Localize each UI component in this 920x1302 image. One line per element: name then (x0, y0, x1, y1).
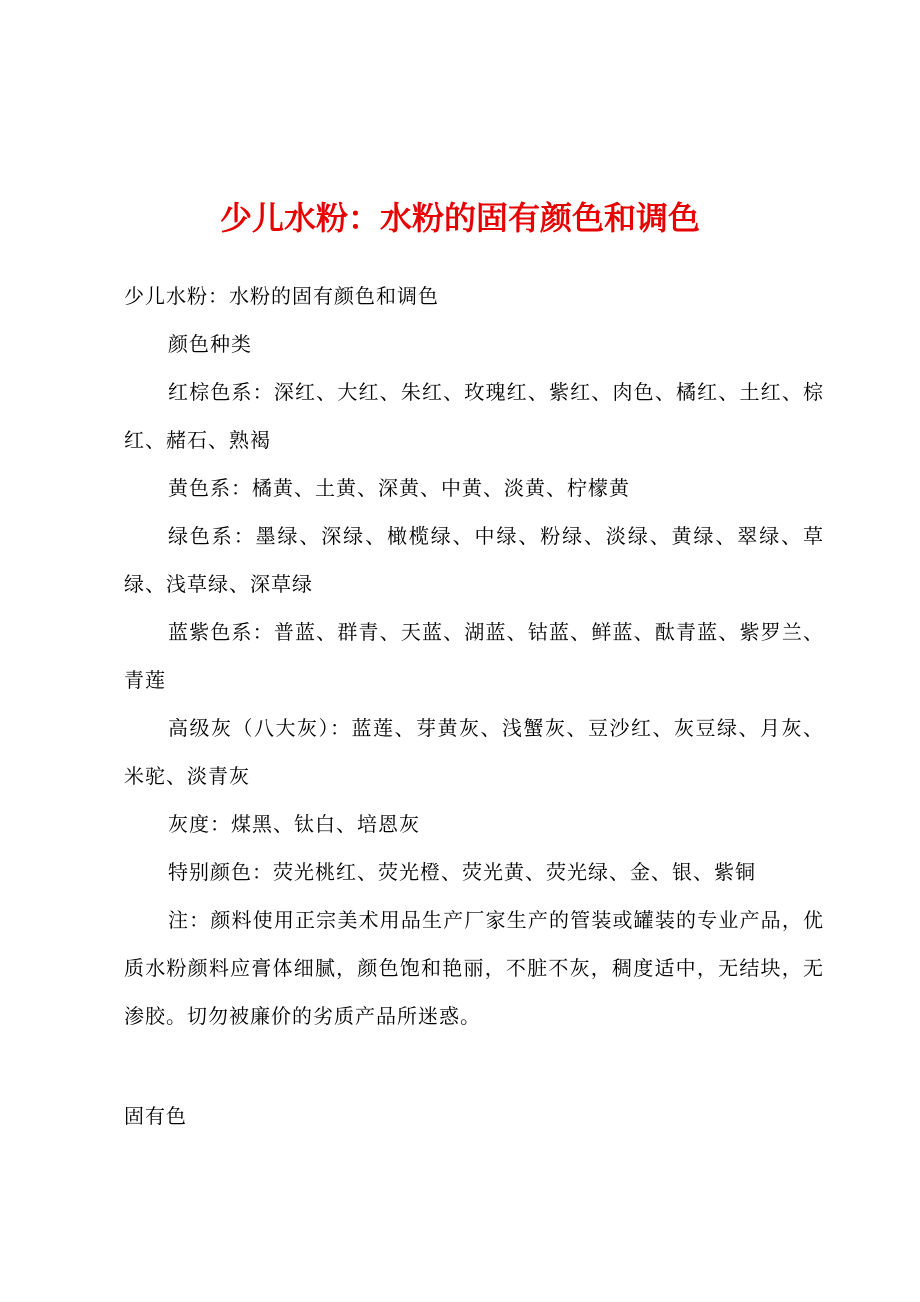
paragraph-grayscale: 灰度：煤黑、钛白、培恩灰 (168, 812, 420, 836)
section-heading-inherent-color: 固有色 (124, 1104, 187, 1128)
paragraph-note: 注：颜料使用正宗美术用品生产厂家生产的管装或罐装的专业产品，优质水粉颜料应膏体细腻，颜色饱和艳丽，不脏不灰，稠度适中，无结块，无渗胶。切勿被廉价的劣质产品所迷惑。 (124, 908, 824, 1028)
paragraph-advanced-gray: 高级灰（八大灰）：蓝莲、芽黄灰、浅蟹灰、豆沙红、灰豆绿、月灰、米驼、淡青灰 (124, 716, 824, 788)
paragraph-special-colors: 特别颜色：荧光桃红、荧光橙、荧光黄、荧光绿、金、银、紫铜 (168, 860, 756, 884)
document-body (124, 272, 824, 1040)
document-title: 少儿水粉：水粉的固有颜色和调色 (219, 199, 700, 237)
paragraph-blue-purple: 蓝紫色系：普蓝、群青、天蓝、湖蓝、钴蓝、鲜蓝、酞青蓝、紫罗兰、青莲 (124, 620, 824, 692)
paragraph-color-types: 颜色种类 (168, 332, 252, 356)
paragraph-yellow: 黄色系：橘黄、土黄、深黄、中黄、淡黄、柠檬黄 (168, 476, 630, 500)
paragraph-red-brown: 红棕色系：深红、大红、朱红、玫瑰红、紫红、肉色、橘红、土红、棕红、赭石、熟褐 (124, 380, 824, 452)
subtitle-paragraph: 少儿水粉：水粉的固有颜色和调色 (124, 284, 439, 308)
paragraph-green: 绿色系：墨绿、深绿、橄榄绿、中绿、粉绿、淡绿、黄绿、翠绿、草绿、浅草绿、深草绿 (124, 524, 824, 596)
